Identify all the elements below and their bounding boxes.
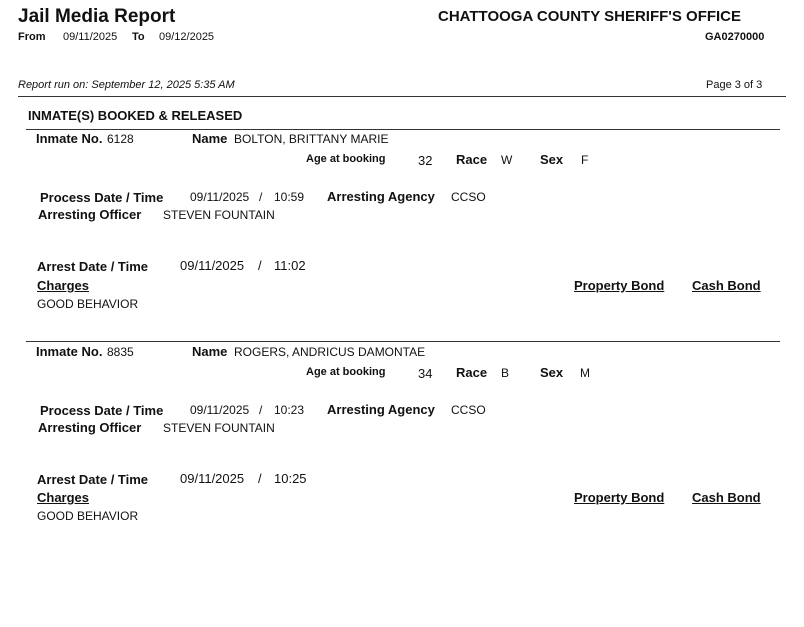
process-time-value: 10:59 xyxy=(274,190,305,204)
header-divider xyxy=(18,96,786,97)
race-value: B xyxy=(501,366,510,380)
from-date: 09/11/2025 xyxy=(63,31,118,43)
arrest-time-value: 11:02 xyxy=(274,258,306,273)
sex-value: M xyxy=(580,366,590,380)
arrest-date-value: 09/11/2025 xyxy=(180,258,245,273)
arresting-agency-value: CCSO xyxy=(451,403,486,417)
agency-name: CHATTOOGA COUNTY SHERIFF'S OFFICE xyxy=(438,8,742,25)
inmate-no-label: Inmate No. xyxy=(36,131,103,146)
process-date-value: 09/11/2025 xyxy=(190,403,250,417)
arresting-agency-label: Arresting Agency xyxy=(327,402,435,417)
inmate-no-label: Inmate No. xyxy=(36,344,103,359)
process-date-label: Process Date / Time xyxy=(40,190,164,205)
process-slash: / xyxy=(259,190,263,204)
charges-label: Charges xyxy=(37,278,90,293)
arrest-date-value: 09/11/2025 xyxy=(180,471,245,486)
sex-label: Sex xyxy=(540,365,564,380)
inmate-no-value: 6128 xyxy=(107,132,134,146)
arresting-officer-label: Arresting Officer xyxy=(38,207,142,222)
arresting-agency-value: CCSO xyxy=(451,190,486,204)
sex-value: F xyxy=(581,153,589,167)
inmate-no-value: 8835 xyxy=(107,345,134,359)
to-label: To xyxy=(132,31,145,43)
arresting-officer-label: Arresting Officer xyxy=(38,420,142,435)
charge-value: GOOD BEHAVIOR xyxy=(37,297,139,311)
property-bond-label: Property Bond xyxy=(574,490,665,505)
cash-bond-label: Cash Bond xyxy=(692,490,761,505)
sex-label: Sex xyxy=(540,152,564,167)
property-bond-label: Property Bond xyxy=(574,278,665,293)
age-value: 32 xyxy=(418,153,433,168)
arrest-slash: / xyxy=(258,258,262,273)
process-time-value: 10:23 xyxy=(274,403,305,417)
race-label: Race xyxy=(456,365,488,380)
race-value: W xyxy=(501,153,513,167)
section-divider xyxy=(26,129,780,130)
age-label: Age at booking xyxy=(306,366,386,378)
to-date: 09/12/2025 xyxy=(159,31,215,43)
process-date-value: 09/11/2025 xyxy=(190,190,250,204)
charges-label: Charges xyxy=(37,490,90,505)
arresting-officer-value: STEVEN FOUNTAIN xyxy=(163,421,275,435)
age-value: 34 xyxy=(418,366,433,381)
section-title: INMATE(S) BOOKED & RELEASED xyxy=(28,108,243,123)
arrest-date-label: Arrest Date / Time xyxy=(37,259,149,274)
report-run-on: Report run on: September 12, 2025 5:35 AM xyxy=(18,79,235,91)
arresting-agency-label: Arresting Agency xyxy=(327,189,435,204)
name-value: BOLTON, BRITTANY MARIE xyxy=(234,132,389,146)
process-date-label: Process Date / Time xyxy=(40,403,164,418)
from-label: From xyxy=(18,31,46,43)
arresting-officer-value: STEVEN FOUNTAIN xyxy=(163,208,275,222)
page-number: Page 3 of 3 xyxy=(706,79,763,91)
arrest-date-label: Arrest Date / Time xyxy=(37,472,149,487)
process-slash: / xyxy=(259,403,263,417)
arrest-slash: / xyxy=(258,471,262,486)
ori-number: GA0270000 xyxy=(705,31,765,43)
race-label: Race xyxy=(456,152,488,167)
arrest-time-value: 10:25 xyxy=(274,471,307,486)
name-label: Name xyxy=(192,344,228,359)
name-label: Name xyxy=(192,131,228,146)
charge-value: GOOD BEHAVIOR xyxy=(37,509,139,523)
cash-bond-label: Cash Bond xyxy=(692,278,761,293)
age-label: Age at booking xyxy=(306,153,386,165)
record-divider xyxy=(26,341,780,342)
report-title: Jail Media Report xyxy=(18,6,176,27)
name-value: ROGERS, ANDRICUS DAMONTAE xyxy=(234,345,426,359)
